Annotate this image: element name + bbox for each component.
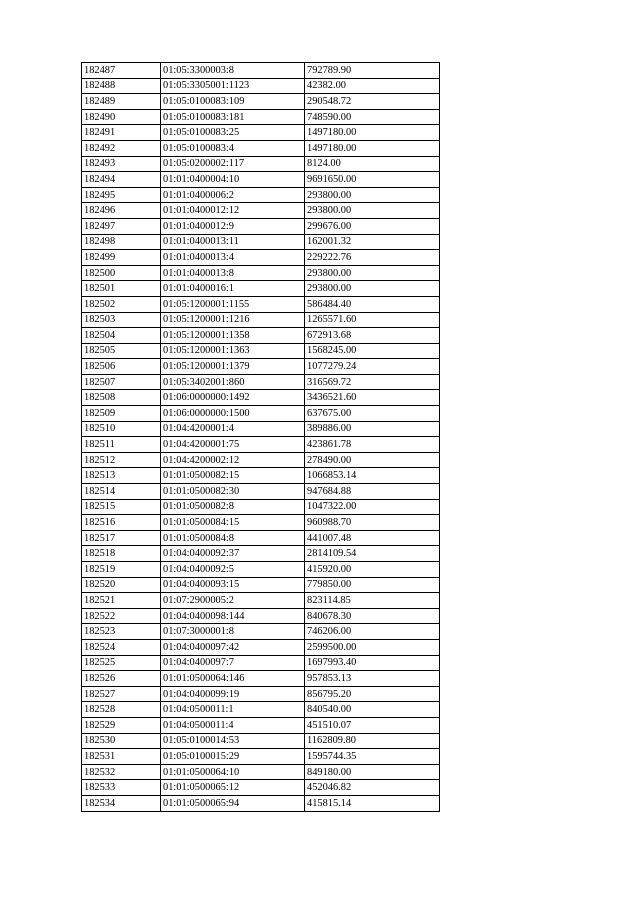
value-cell: 856795.20 xyxy=(305,686,440,702)
row-number-cell: 182525 xyxy=(82,655,161,671)
row-number-cell: 182489 xyxy=(82,94,161,110)
table-row xyxy=(82,234,440,250)
row-number-cell: 182488 xyxy=(82,78,161,94)
table-row xyxy=(82,343,440,359)
value-cell: 746206.00 xyxy=(305,624,440,640)
row-number-cell: 182507 xyxy=(82,374,161,390)
table-row xyxy=(82,296,440,312)
cadastral-number-cell: 01:01:0500082:8 xyxy=(161,499,305,515)
value-cell: 299676.00 xyxy=(305,218,440,234)
table-row xyxy=(82,437,440,453)
data-table xyxy=(81,62,440,812)
table-row xyxy=(82,94,440,110)
cadastral-number-cell: 01:05:0100083:109 xyxy=(161,94,305,110)
table-row xyxy=(82,624,440,640)
table-row xyxy=(82,250,440,266)
table-row xyxy=(82,374,440,390)
value-cell: 293800.00 xyxy=(305,203,440,219)
row-number-cell: 182487 xyxy=(82,63,161,79)
table-row xyxy=(82,749,440,765)
row-number-cell: 182534 xyxy=(82,795,161,811)
table-row xyxy=(82,764,440,780)
row-number-cell: 182528 xyxy=(82,702,161,718)
cadastral-number-cell: 01:04:4200001:4 xyxy=(161,421,305,437)
table-row xyxy=(82,702,440,718)
row-number-cell: 182532 xyxy=(82,764,161,780)
value-cell: 779850.00 xyxy=(305,577,440,593)
table-row xyxy=(82,608,440,624)
table-row xyxy=(82,265,440,281)
cadastral-number-cell: 01:04:0400097:42 xyxy=(161,639,305,655)
table-row xyxy=(82,639,440,655)
table-row xyxy=(82,125,440,141)
value-cell: 389886.00 xyxy=(305,421,440,437)
row-number-cell: 182491 xyxy=(82,125,161,141)
value-cell: 423861.78 xyxy=(305,437,440,453)
value-cell: 278490.00 xyxy=(305,452,440,468)
value-cell: 1162809.80 xyxy=(305,733,440,749)
value-cell: 3436521.60 xyxy=(305,390,440,406)
value-cell: 293800.00 xyxy=(305,281,440,297)
value-cell: 1066853.14 xyxy=(305,468,440,484)
row-number-cell: 182492 xyxy=(82,140,161,156)
cadastral-number-cell: 01:01:0400016:1 xyxy=(161,281,305,297)
row-number-cell: 182508 xyxy=(82,390,161,406)
row-number-cell: 182504 xyxy=(82,328,161,344)
row-number-cell: 182524 xyxy=(82,639,161,655)
value-cell: 672913.68 xyxy=(305,328,440,344)
cadastral-number-cell: 01:01:0500084:15 xyxy=(161,515,305,531)
value-cell: 1077279.24 xyxy=(305,359,440,375)
table-row xyxy=(82,203,440,219)
cadastral-number-cell: 01:04:0400093:15 xyxy=(161,577,305,593)
cadastral-number-cell: 01:04:0400097:7 xyxy=(161,655,305,671)
row-number-cell: 182501 xyxy=(82,281,161,297)
value-cell: 162001.32 xyxy=(305,234,440,250)
cadastral-number-cell: 01:05:3300003:8 xyxy=(161,63,305,79)
cadastral-number-cell: 01:04:0400098:144 xyxy=(161,608,305,624)
value-cell: 415920.00 xyxy=(305,562,440,578)
cadastral-number-cell: 01:01:0500082:15 xyxy=(161,468,305,484)
row-number-cell: 182517 xyxy=(82,530,161,546)
row-number-cell: 182526 xyxy=(82,671,161,687)
table-row xyxy=(82,780,440,796)
value-cell: 1497180.00 xyxy=(305,140,440,156)
value-cell: 586484.40 xyxy=(305,296,440,312)
row-number-cell: 182493 xyxy=(82,156,161,172)
table-body xyxy=(82,63,440,812)
row-number-cell: 182513 xyxy=(82,468,161,484)
table-row xyxy=(82,546,440,562)
cadastral-number-cell: 01:01:0500082:30 xyxy=(161,484,305,500)
table-row xyxy=(82,187,440,203)
table-row xyxy=(82,562,440,578)
value-cell: 1265571.60 xyxy=(305,312,440,328)
value-cell: 960988.70 xyxy=(305,515,440,531)
cadastral-number-cell: 01:01:0500065:12 xyxy=(161,780,305,796)
cadastral-number-cell: 01:04:0400099:19 xyxy=(161,686,305,702)
value-cell: 957853.13 xyxy=(305,671,440,687)
value-cell: 637675.00 xyxy=(305,406,440,422)
value-cell: 293800.00 xyxy=(305,187,440,203)
row-number-cell: 182519 xyxy=(82,562,161,578)
row-number-cell: 182529 xyxy=(82,717,161,733)
row-number-cell: 182494 xyxy=(82,172,161,188)
table-row xyxy=(82,515,440,531)
value-cell: 441007.48 xyxy=(305,530,440,546)
row-number-cell: 182514 xyxy=(82,484,161,500)
table-row xyxy=(82,530,440,546)
row-number-cell: 182502 xyxy=(82,296,161,312)
cadastral-number-cell: 01:05:0100015:29 xyxy=(161,749,305,765)
value-cell: 2814109.54 xyxy=(305,546,440,562)
table-row xyxy=(82,281,440,297)
table-row xyxy=(82,312,440,328)
table-row xyxy=(82,686,440,702)
row-number-cell: 182520 xyxy=(82,577,161,593)
cadastral-number-cell: 01:05:3402001:860 xyxy=(161,374,305,390)
cadastral-number-cell: 01:05:1200001:1358 xyxy=(161,328,305,344)
value-cell: 1497180.00 xyxy=(305,125,440,141)
table-row xyxy=(82,655,440,671)
table-row xyxy=(82,499,440,515)
table-row xyxy=(82,63,440,79)
table-row xyxy=(82,140,440,156)
cadastral-number-cell: 01:04:0500011:1 xyxy=(161,702,305,718)
cadastral-number-cell: 01:05:3305001:1123 xyxy=(161,78,305,94)
row-number-cell: 182518 xyxy=(82,546,161,562)
cadastral-number-cell: 01:05:0100083:25 xyxy=(161,125,305,141)
cadastral-number-cell: 01:05:1200001:1216 xyxy=(161,312,305,328)
cadastral-number-cell: 01:04:4200001:75 xyxy=(161,437,305,453)
cadastral-number-cell: 01:01:0400013:11 xyxy=(161,234,305,250)
value-cell: 849180.00 xyxy=(305,764,440,780)
row-number-cell: 182498 xyxy=(82,234,161,250)
table-row xyxy=(82,593,440,609)
value-cell: 840678.30 xyxy=(305,608,440,624)
table-row xyxy=(82,390,440,406)
row-number-cell: 182500 xyxy=(82,265,161,281)
row-number-cell: 182515 xyxy=(82,499,161,515)
row-number-cell: 182521 xyxy=(82,593,161,609)
table-row xyxy=(82,484,440,500)
row-number-cell: 182495 xyxy=(82,187,161,203)
value-cell: 290548.72 xyxy=(305,94,440,110)
cadastral-number-cell: 01:04:0500011:4 xyxy=(161,717,305,733)
value-cell: 748590.00 xyxy=(305,109,440,125)
value-cell: 293800.00 xyxy=(305,265,440,281)
table-row xyxy=(82,172,440,188)
value-cell: 947684.88 xyxy=(305,484,440,500)
row-number-cell: 182533 xyxy=(82,780,161,796)
value-cell: 452046.82 xyxy=(305,780,440,796)
table-row xyxy=(82,795,440,811)
cadastral-number-cell: 01:01:0400013:8 xyxy=(161,265,305,281)
value-cell: 451510.07 xyxy=(305,717,440,733)
value-cell: 9691650.00 xyxy=(305,172,440,188)
cadastral-number-cell: 01:01:0400006:2 xyxy=(161,187,305,203)
cadastral-number-cell: 01:01:0400012:9 xyxy=(161,218,305,234)
cadastral-number-cell: 01:05:0100083:4 xyxy=(161,140,305,156)
value-cell: 1568245.00 xyxy=(305,343,440,359)
cadastral-number-cell: 01:04:0400092:5 xyxy=(161,562,305,578)
value-cell: 316569.72 xyxy=(305,374,440,390)
row-number-cell: 182505 xyxy=(82,343,161,359)
row-number-cell: 182523 xyxy=(82,624,161,640)
table-row xyxy=(82,452,440,468)
cadastral-number-cell: 01:01:0500064:146 xyxy=(161,671,305,687)
table-row xyxy=(82,671,440,687)
table-row xyxy=(82,359,440,375)
cadastral-number-cell: 01:05:1200001:1155 xyxy=(161,296,305,312)
cadastral-number-cell: 01:06:0000000:1492 xyxy=(161,390,305,406)
row-number-cell: 182527 xyxy=(82,686,161,702)
value-cell: 42382.00 xyxy=(305,78,440,94)
cadastral-number-cell: 01:01:0500084:8 xyxy=(161,530,305,546)
row-number-cell: 182506 xyxy=(82,359,161,375)
row-number-cell: 182511 xyxy=(82,437,161,453)
row-number-cell: 182512 xyxy=(82,452,161,468)
row-number-cell: 182510 xyxy=(82,421,161,437)
row-number-cell: 182497 xyxy=(82,218,161,234)
row-number-cell: 182499 xyxy=(82,250,161,266)
cadastral-number-cell: 01:04:4200002:12 xyxy=(161,452,305,468)
row-number-cell: 182496 xyxy=(82,203,161,219)
cadastral-number-cell: 01:01:0400012:12 xyxy=(161,203,305,219)
row-number-cell: 182530 xyxy=(82,733,161,749)
value-cell: 1595744.35 xyxy=(305,749,440,765)
value-cell: 1697993.40 xyxy=(305,655,440,671)
table-row xyxy=(82,218,440,234)
value-cell: 792789.90 xyxy=(305,63,440,79)
cadastral-number-cell: 01:05:1200001:1363 xyxy=(161,343,305,359)
cadastral-number-cell: 01:05:0100083:181 xyxy=(161,109,305,125)
value-cell: 229222.76 xyxy=(305,250,440,266)
value-cell: 8124.00 xyxy=(305,156,440,172)
cadastral-number-cell: 01:05:1200001:1379 xyxy=(161,359,305,375)
cadastral-number-cell: 01:06:0000000:1500 xyxy=(161,406,305,422)
value-cell: 823114.85 xyxy=(305,593,440,609)
cadastral-number-cell: 01:07:3000001:8 xyxy=(161,624,305,640)
cadastral-number-cell: 01:05:0200002:117 xyxy=(161,156,305,172)
row-number-cell: 182509 xyxy=(82,406,161,422)
table-row xyxy=(82,468,440,484)
cadastral-number-cell: 01:01:0400004:10 xyxy=(161,172,305,188)
table-row xyxy=(82,109,440,125)
cadastral-number-cell: 01:01:0500064:10 xyxy=(161,764,305,780)
row-number-cell: 182531 xyxy=(82,749,161,765)
table-row xyxy=(82,421,440,437)
cadastral-number-cell: 01:05:0100014:53 xyxy=(161,733,305,749)
table-row xyxy=(82,577,440,593)
value-cell: 2599500.00 xyxy=(305,639,440,655)
table-row xyxy=(82,406,440,422)
cadastral-number-cell: 01:01:0400013:4 xyxy=(161,250,305,266)
cadastral-number-cell: 01:04:0400092:37 xyxy=(161,546,305,562)
row-number-cell: 182503 xyxy=(82,312,161,328)
cadastral-number-cell: 01:07:2900005:2 xyxy=(161,593,305,609)
table-row xyxy=(82,156,440,172)
table-row xyxy=(82,733,440,749)
row-number-cell: 182516 xyxy=(82,515,161,531)
row-number-cell: 182490 xyxy=(82,109,161,125)
row-number-cell: 182522 xyxy=(82,608,161,624)
table-row xyxy=(82,328,440,344)
cadastral-number-cell: 01:01:0500065:94 xyxy=(161,795,305,811)
value-cell: 415815.14 xyxy=(305,795,440,811)
value-cell: 1047322.00 xyxy=(305,499,440,515)
table-row xyxy=(82,78,440,94)
table-row xyxy=(82,717,440,733)
value-cell: 840540.00 xyxy=(305,702,440,718)
